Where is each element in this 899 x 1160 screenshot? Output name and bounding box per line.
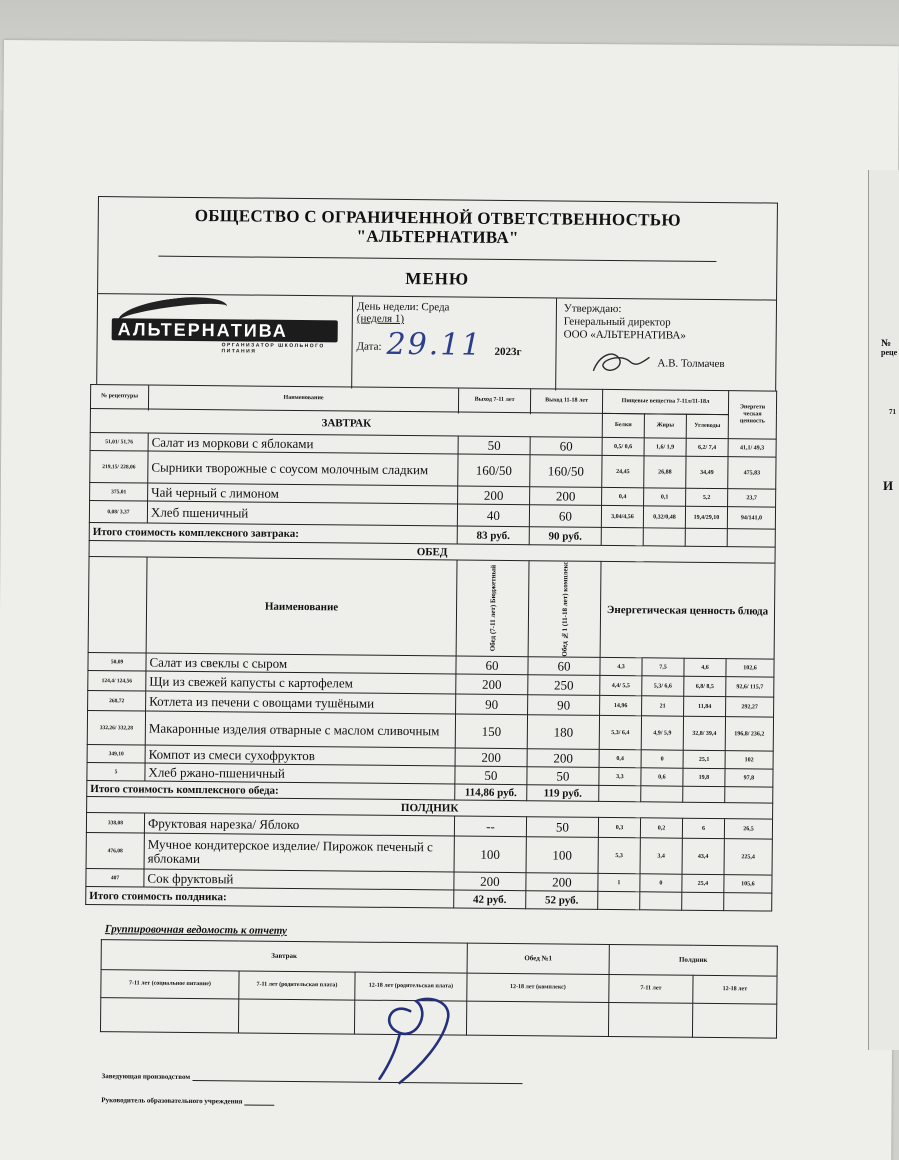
grouping-sub: 7-11 лет [609, 975, 693, 1004]
energy-value: 97,8 [725, 769, 773, 787]
recipe-number: 268,72 [88, 691, 146, 712]
portion-11-18: 50 [527, 767, 599, 786]
dish-name: Сырники творожные с соусом молочным сладким [148, 451, 458, 486]
portion-11-18: 200 [530, 487, 602, 506]
col-out2: Выход 11-18 лет [530, 389, 602, 414]
protein-value: 24,45 [602, 455, 644, 487]
portion-7-11: 160/50 [458, 454, 530, 487]
fat-value: 1,6/ 1,9 [644, 438, 686, 456]
portion-11-18: 90 [528, 695, 600, 716]
school-head-label: Руководитель образовательного учреждения [101, 1096, 243, 1106]
carbs-value: 6 [682, 818, 724, 838]
col-fat: Жиры [644, 414, 686, 438]
protein-value: 14,96 [600, 696, 642, 716]
second-page-edge [868, 170, 899, 1050]
col-out1: Выход 7-11 лет [458, 388, 530, 413]
production-head-label: Заведующая производством [101, 1072, 191, 1082]
portion-11-18: 50 [526, 817, 598, 838]
portion-7-11: 60 [456, 656, 528, 675]
dish-name: Салат из моркови с яблоками [148, 433, 458, 454]
portion-7-11: 90 [456, 694, 528, 715]
col-name: Наименование [148, 385, 458, 412]
protein-value: 1 [598, 873, 640, 891]
portion-7-11: 100 [454, 836, 526, 873]
side-fragment: И [883, 478, 894, 493]
portion-11-18: 60 [528, 657, 600, 676]
fat-value: 0,1 [644, 488, 686, 506]
protein-value: 0,4 [602, 487, 644, 505]
protein-value: 4,3 [600, 658, 642, 676]
section-snack: ПОЛДНИК [87, 797, 773, 820]
fat-value: 7,5 [642, 658, 684, 676]
protein-value: 3,04/4,56 [601, 505, 643, 527]
fat-value: 0,2 [640, 818, 682, 838]
energy-value: 196,8/ 236,2 [725, 717, 773, 751]
grouping-sub: 12-18 лет [693, 975, 777, 1004]
carbs-value: 5,2 [686, 488, 728, 506]
recipe-number: 50,09 [88, 653, 146, 672]
dish-name: Чай черный с лимоном [148, 483, 458, 504]
grouping-breakfast: Завтрак [101, 940, 467, 974]
dish-name: Котлета из печени с овощами тушёными [146, 691, 456, 714]
year: 2023г [494, 345, 522, 359]
total-value: 119 руб. [527, 785, 599, 802]
carbs-value: 34,49 [686, 456, 728, 488]
side-fragment: 71 [889, 408, 896, 416]
portion-11-18: 180 [527, 715, 599, 750]
protein-value: 5,3 [598, 837, 640, 873]
energy-value: 102 [725, 751, 773, 769]
total-value: 90 руб. [529, 527, 601, 546]
lunch-col-o2: Обед №1 (11-18 лет) комплекс [560, 561, 570, 657]
protein-value: 0,5/ 0,6 [602, 437, 644, 455]
dish-name: Мучное кондитерское изделие/ Пирожок печеный с яблоками [144, 833, 454, 872]
dish-name: Макаронные изделия отварные с маслом сливочным [145, 711, 455, 748]
menu-table [85, 384, 777, 912]
menu-document [83, 196, 792, 1111]
energy-value: 102,6 [726, 659, 774, 677]
grouping-snack: Полдник [609, 945, 777, 977]
handwritten-signature [369, 971, 470, 1092]
dish-name: Компот из смеси сухофруктов [145, 745, 455, 766]
recipe-number: 219,15/ 228,06 [90, 450, 148, 483]
side-fragment: реце [881, 348, 898, 357]
portion-7-11: 150 [455, 714, 527, 749]
lunch-col-name: Наименование [146, 557, 457, 656]
protein-value: 0,4 [599, 750, 641, 768]
organization-name: ОБЩЕСТВО С ОГРАНИЧЕННОЙ ОТВЕТСТВЕННОСТЬЮ "АЛЬТЕРНАТИВА" [194, 205, 681, 248]
energy-value: 92,6/ 115,7 [726, 677, 774, 697]
portion-7-11: 200 [456, 674, 528, 695]
portion-7-11: 200 [458, 486, 530, 505]
energy-value: 292,27 [726, 697, 774, 717]
dish-name: Фруктовая нарезка/ Яблоко [144, 813, 454, 836]
recipe-number: 407 [86, 869, 144, 888]
carbs-value: 25,1 [683, 750, 725, 768]
total-label: Итого стоимость комплексного обеда: [87, 781, 455, 801]
portion-7-11: 40 [457, 504, 529, 527]
carbs-value: 19,8 [683, 768, 725, 786]
total-label: Итого стоимость полдника: [86, 887, 454, 909]
protein-value: 5,3/ 6,4 [599, 716, 641, 750]
grouping-sub: 7-11 лет (социальное питание) [101, 970, 239, 999]
company-logo [101, 294, 352, 388]
director-signature [589, 345, 659, 380]
date-label: Дата: [356, 340, 382, 353]
protein-value: 0,3 [598, 818, 640, 838]
carbs-value: 4,6 [684, 658, 726, 676]
fat-value: 4,9/ 5,9 [641, 716, 683, 750]
logo-subtitle: ОРГАНИЗАТОР ШКОЛЬНОГО ПИТАНИЯ [221, 342, 325, 355]
fat-value: 26,88 [644, 456, 686, 488]
col-recipe: № рецептуры [90, 384, 148, 409]
total-value: 52 руб. [526, 891, 598, 910]
dish-name: Щи из свежей капусты с картофелем [146, 671, 456, 694]
col-protein: Белки [602, 413, 644, 437]
carbs-value: 43,4 [682, 838, 724, 874]
recipe-number: 51,01/ 51,76 [90, 432, 148, 451]
energy-value: 475,83 [728, 457, 776, 489]
portion-7-11: 50 [455, 766, 527, 785]
recipe-number: 476,08 [86, 833, 144, 870]
grouping-sub: 12-18 лет (родительская плата) [355, 972, 467, 1001]
dish-name: Хлеб ржано-пшеничный [145, 763, 455, 784]
total-value: 42 руб. [454, 890, 526, 909]
week-number: (неделя 1) [356, 312, 405, 326]
portion-7-11: -- [454, 816, 526, 837]
carbs-value: 25,4 [682, 874, 724, 892]
portion-11-18: 60 [529, 505, 601, 528]
energy-value: 26,5 [724, 819, 772, 839]
logo-text: АЛЬТЕРНАТИВА [112, 318, 338, 342]
portion-11-18: 200 [526, 873, 598, 892]
protein-value: 3,3 [599, 768, 641, 786]
recipe-number: 338,08 [86, 813, 144, 834]
fat-value: 0 [641, 750, 683, 768]
portion-11-18: 200 [527, 749, 599, 768]
dish-name: Сок фруктовый [144, 869, 454, 890]
energy-value: 23,7 [728, 489, 776, 507]
energy-value: 41,1/ 49,3 [728, 439, 776, 457]
fat-value: 0,32/0,48 [643, 506, 685, 528]
carbs-value: 19,4/29,10 [685, 506, 727, 528]
approval-block: Утверждаю: Генеральный директор ООО «АЛЬТЕРНАТИВА» А.В. Толмачев [559, 298, 774, 392]
recipe-number: 332,26/ 332,28 [87, 711, 145, 746]
day-of-week: День недели: Среда [356, 300, 450, 314]
signature-block [101, 1056, 783, 1111]
fat-value: 21 [642, 696, 684, 716]
col-energy: Энергети ческая ценность [728, 391, 776, 439]
portion-11-18: 250 [528, 675, 600, 696]
energy-value: 94/141,0 [727, 507, 775, 529]
total-value: 114,86 руб. [455, 784, 527, 801]
recipe-number: 375,01 [90, 482, 148, 501]
menu-title: МЕНЮ [405, 269, 470, 289]
portion-11-18: 160/50 [530, 455, 602, 488]
portion-11-18: 60 [530, 437, 602, 456]
handwritten-date: 29.11 [386, 326, 483, 363]
director-name: А.В. Толмачев [657, 357, 725, 371]
col-nutrients: Пищевые вещества 7-11л/11-18л [602, 389, 728, 414]
lunch-header-row [88, 556, 775, 659]
recipe-number: 124,4/ 124,56 [88, 671, 146, 692]
fat-value: 0,6 [641, 768, 683, 786]
fat-value: 0 [640, 874, 682, 892]
section-lunch: ОБЕД [89, 540, 775, 563]
grouping-sub: 7-11 лет (родительская плата) [239, 971, 355, 1000]
total-value: 83 руб. [457, 526, 529, 545]
fat-value: 3,4 [640, 838, 682, 874]
total-label: Итого стоимость комплексного завтрака: [89, 522, 457, 544]
divider [158, 256, 716, 262]
energy-value: 105,6 [724, 875, 772, 893]
grouping-title: Группировочная ведомость к отчету [104, 923, 287, 938]
dish-name: Хлеб пшеничный [147, 501, 457, 526]
portion-7-11: 200 [455, 748, 527, 767]
date-block [351, 297, 557, 391]
carbs-value: 32,8/ 39,4 [683, 716, 725, 750]
recipe-number: 5 [87, 763, 145, 782]
lunch-col-o1: Обед (7-11 лет) Бюджетный [488, 565, 497, 652]
col-carbs: Углеводы [686, 414, 728, 438]
section-breakfast: ЗАВТРАК [90, 408, 602, 437]
lunch-col-energy: Энергетическая ценность блюда [600, 561, 775, 659]
fat-value: 5,3/ 6,6 [642, 676, 684, 696]
portion-7-11: 200 [454, 872, 526, 891]
grouping-lunch: Обед №1 [467, 943, 609, 974]
recipe-number: 0,08/ 3,37 [89, 500, 147, 523]
dish-name: Салат из свеклы с сыром [146, 653, 456, 674]
protein-value: 4,4/ 5,5 [600, 676, 642, 696]
document-header [96, 196, 778, 391]
carbs-value: 11,84 [684, 696, 726, 716]
side-fragment: № [881, 338, 892, 349]
portion-11-18: 100 [526, 837, 598, 874]
portion-7-11: 50 [458, 436, 530, 455]
carbs-value: 6,8/ 8,5 [684, 676, 726, 696]
carbs-value: 6,2/ 7,4 [686, 438, 728, 456]
grouping-sub: 12-18 лет (комплекс) [467, 973, 609, 1002]
energy-value: 225,4 [724, 839, 772, 875]
recipe-number: 349,10 [87, 745, 145, 764]
